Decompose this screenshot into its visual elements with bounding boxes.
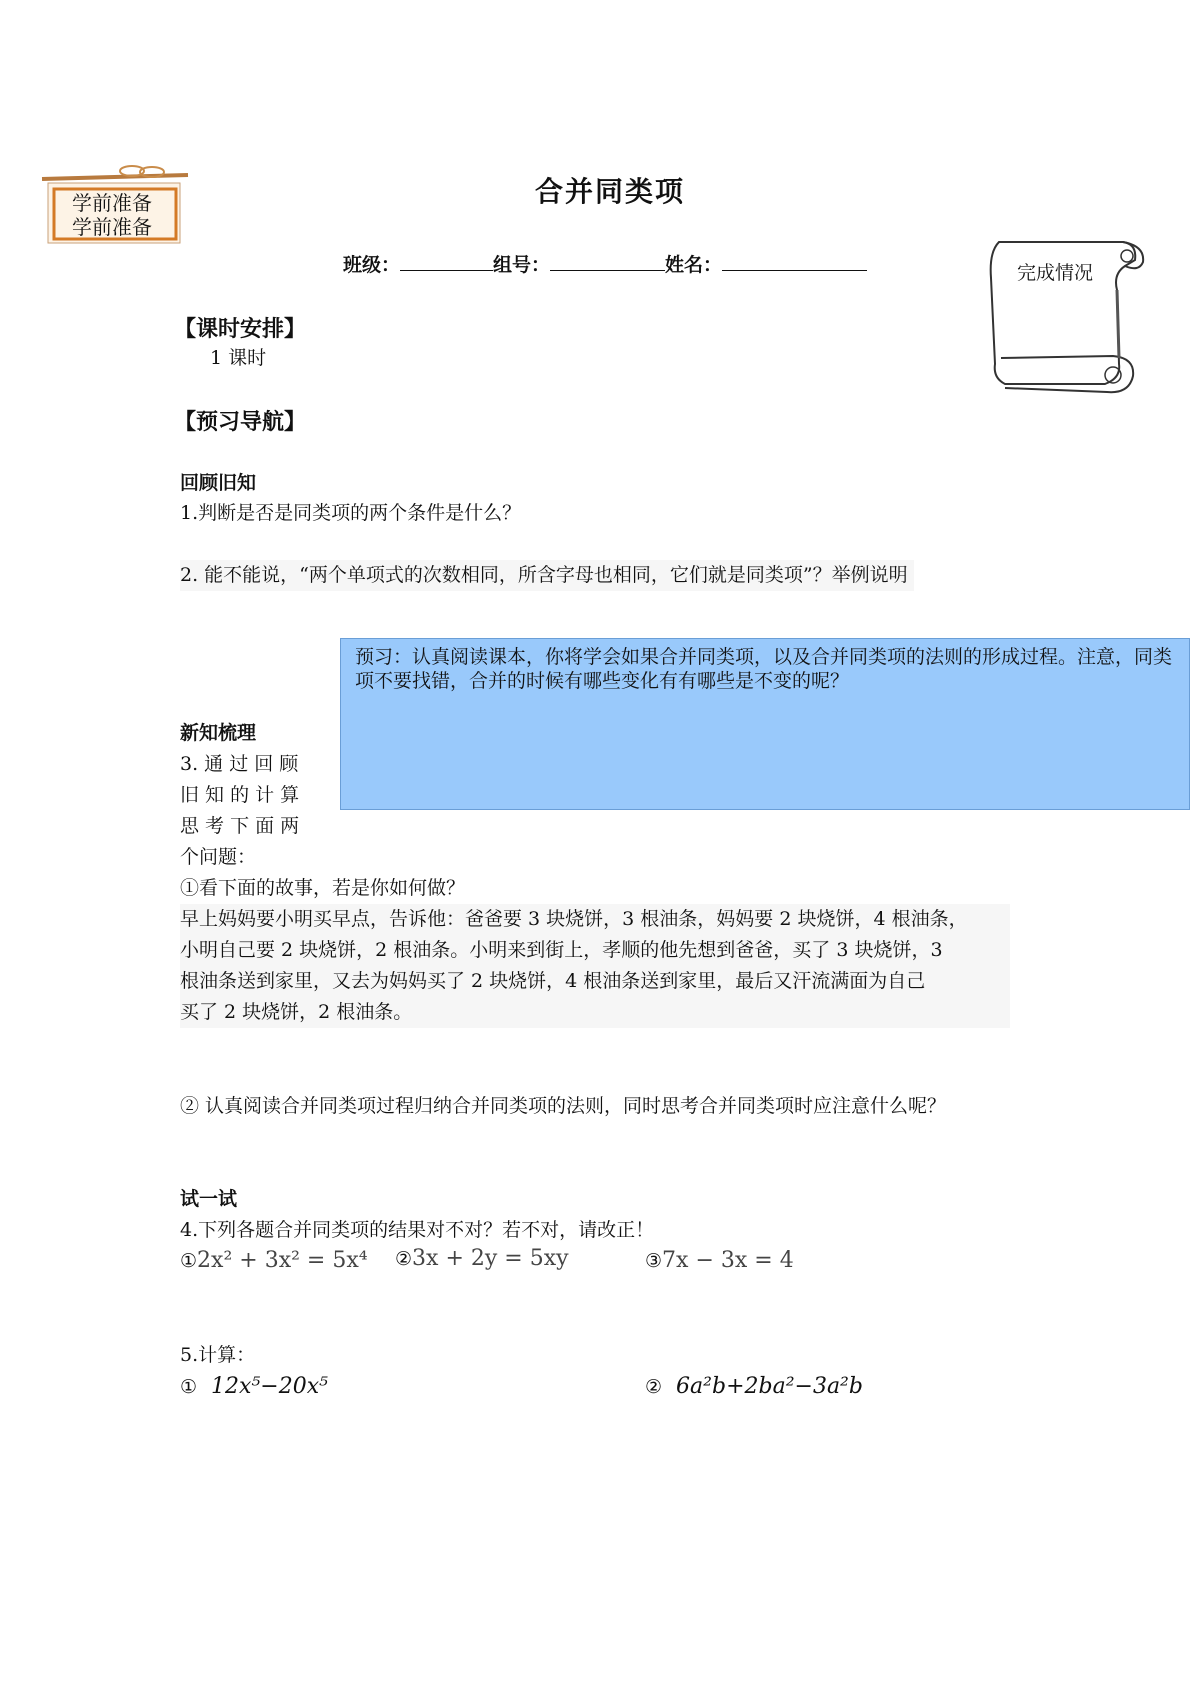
preview-callout: 预习：认真阅读课本，你将学会如果合并同类项，以及合并同类项的法则的形成过程。注意，同类项不要找错，合并的时候有哪些变化有有哪些是不变的呢？ — [340, 638, 1190, 810]
completion-label: 完成情况 — [1017, 262, 1094, 284]
q4-item-expression: 3x + 2y = 5xy — [412, 1246, 569, 1271]
question-5: 5.计算： — [180, 1344, 256, 1366]
story-line: 小明自己要 2 块烧饼，2 根油条。小明来到街上，孝顺的他先想到爸爸，买了 3 块烧饼，3 — [180, 939, 943, 961]
review-question-1: 1.判断是否是同类项的两个条件是什么？ — [180, 502, 522, 524]
group-label: 组号： — [493, 254, 551, 276]
q4-item-1 — [180, 1248, 368, 1273]
q5-item-expression: 12x⁵−20x⁵ — [211, 1374, 328, 1399]
sub-question-1: ①看下面的故事，若是你如何做？ — [180, 877, 466, 899]
q4-item-number: ① — [180, 1250, 198, 1272]
story-line: 早上妈妈要小明买早点，告诉他：爸爸要 3 块烧饼，3 根油条，妈妈要 2 块烧饼，4 根油条， — [180, 908, 968, 930]
name-field[interactable] — [722, 250, 867, 271]
q4-item-expression: 2x² + 3x² = 5x⁴ — [197, 1248, 368, 1273]
story-text — [180, 904, 1010, 1028]
schedule-value: 1 课时 — [210, 347, 267, 369]
review-heading: 回顾旧知 — [180, 472, 257, 494]
q5-item-expression: 6a²b+2ba²−3a²b — [676, 1374, 863, 1399]
group-field[interactable] — [550, 250, 665, 271]
story-line: 买了 2 块烧饼，2 根油条。 — [180, 1001, 413, 1023]
new-knowledge-heading: 新知梳理 — [180, 722, 257, 744]
q4-item-2 — [395, 1246, 569, 1271]
q4-item-expression: 7x − 3x = 4 — [662, 1248, 794, 1273]
badge-line-2: 学前准备 — [72, 215, 152, 239]
preview-heading: 【预习导航】 — [174, 409, 307, 435]
q4-item-number: ③ — [645, 1250, 663, 1272]
name-label: 姓名： — [665, 254, 723, 276]
q5-item-number: ① — [180, 1376, 198, 1398]
q4-item-3 — [645, 1248, 794, 1273]
question-3-line: 思 考 下 面 两 — [180, 815, 300, 837]
question-3-line: 个问题： — [180, 846, 257, 868]
completion-scroll — [985, 238, 1150, 398]
question-3-line: 3. 通 过 回 顾 — [180, 753, 299, 775]
q5-item-1 — [180, 1374, 328, 1399]
question-4: 4.下列各题合并同类项的结果对不对？若不对，请改正！ — [180, 1219, 655, 1241]
page-title: 合并同类项 — [535, 175, 686, 208]
q4-item-number: ② — [395, 1248, 413, 1270]
class-field[interactable] — [400, 250, 493, 271]
q5-item-2 — [645, 1374, 863, 1399]
story-line: 根油条送到家里，又去为妈妈买了 2 块烧饼，4 根油条送到家里，最后又汗流满面为自己 — [180, 970, 926, 992]
student-info-row — [343, 250, 867, 281]
try-heading: 试一试 — [180, 1188, 238, 1210]
question-3-line: 旧 知 的 计 算 — [180, 784, 300, 806]
q5-item-number: ② — [645, 1376, 663, 1398]
review-question-2: 2. 能不能说，“两个单项式的次数相同，所含字母也相同，它们就是同类项”？举例说明 — [180, 560, 914, 591]
question-3 — [180, 749, 299, 873]
class-label: 班级： — [343, 254, 401, 276]
sub-question-2: ② 认真阅读合并同类项过程归纳合并同类项的法则，同时思考合并同类项时应注意什么呢？ — [180, 1095, 947, 1117]
prep-badge — [40, 165, 190, 245]
schedule-heading: 【课时安排】 — [174, 316, 307, 342]
badge-line-1: 学前准备 — [72, 191, 152, 215]
